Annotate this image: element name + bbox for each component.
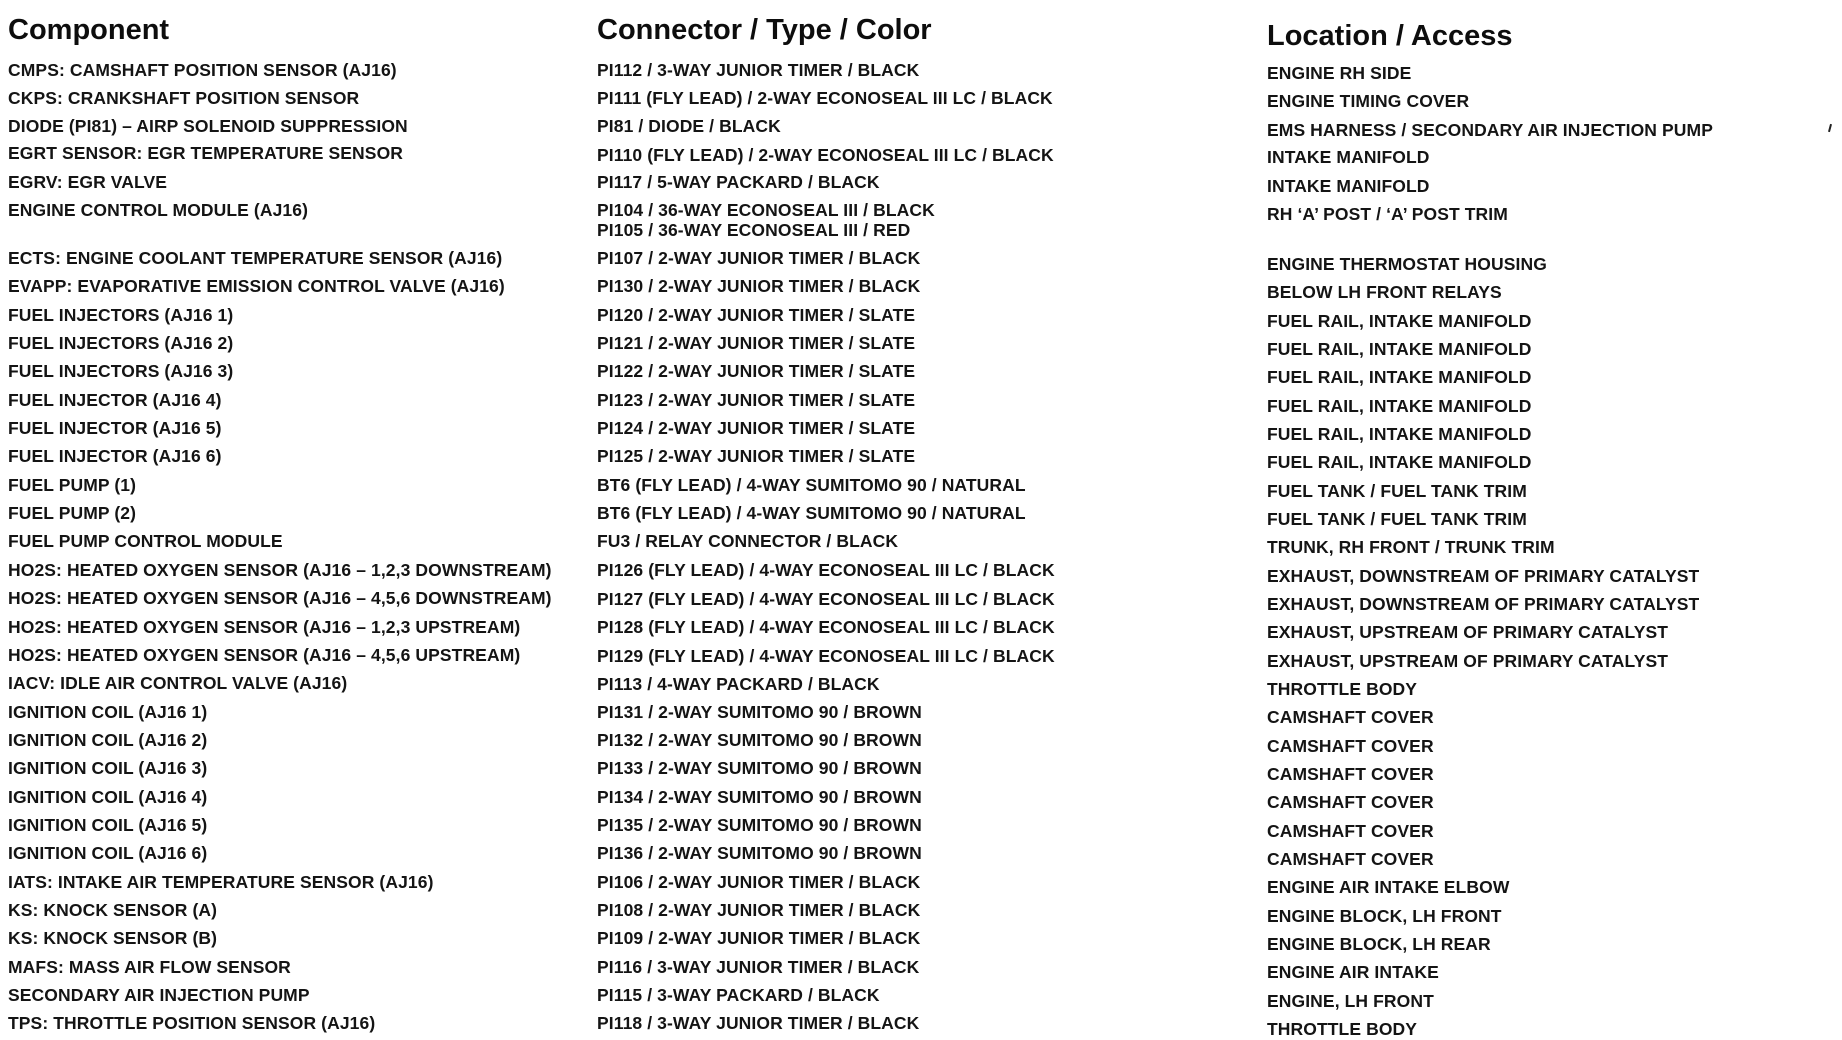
connector-line: FU3 / RELAY CONNECTOR / BLACK: [597, 531, 899, 551]
component-row: TPS: THROTTLE POSITION SENSOR (AJ16): [8, 1013, 376, 1033]
location-row: TRUNK, RH FRONT / TRUNK TRIM: [1267, 537, 1555, 557]
connector-line: PI110 (FLY LEAD) / 2-WAY ECONOSEAL III LC / BLACK: [597, 145, 1054, 165]
connector-row: [597, 503, 1026, 523]
connector-line: PI120 / 2-WAY JUNIOR TIMER / SLATE: [597, 305, 916, 325]
location-row: INTAKE MANIFOLD: [1267, 147, 1430, 167]
location-row: FUEL TANK / FUEL TANK TRIM: [1267, 481, 1527, 501]
location-row: ENGINE TIMING COVER: [1267, 91, 1470, 111]
component-row: IGNITION COIL (AJ16 4): [8, 787, 208, 807]
connector-line: PI113 / 4-WAY PACKARD / BLACK: [597, 674, 880, 694]
connector-line: PI121 / 2-WAY JUNIOR TIMER / SLATE: [597, 333, 916, 353]
location-row: EXHAUST, DOWNSTREAM OF PRIMARY CATALYST: [1267, 594, 1700, 614]
connector-row: [597, 200, 935, 240]
connector-line: PI123 / 2-WAY JUNIOR TIMER / SLATE: [597, 390, 916, 410]
connector-row: [597, 730, 922, 750]
location-row: FUEL RAIL, INTAKE MANIFOLD: [1267, 396, 1532, 416]
location-row: RH ‘A’ POST / ‘A’ POST TRIM: [1267, 204, 1508, 224]
component-row: FUEL INJECTOR (AJ16 6): [8, 446, 222, 466]
connector-row: [597, 333, 915, 353]
connector-line: PI112 / 3-WAY JUNIOR TIMER / BLACK: [597, 60, 920, 80]
component-header: Component: [8, 14, 170, 46]
component-row: IACV: IDLE AIR CONTROL VALVE (AJ16): [8, 673, 348, 693]
connector-row: [597, 815, 922, 835]
connector-line: PI132 / 2-WAY SUMITOMO 90 / BROWN: [597, 730, 922, 750]
location-row: ENGINE, LH FRONT: [1267, 991, 1434, 1011]
connector-row: [597, 531, 898, 551]
component-row: FUEL INJECTORS (AJ16 2): [8, 333, 234, 353]
connector-row: [597, 702, 922, 722]
connector-line: PI128 (FLY LEAD) / 4-WAY ECONOSEAL III LC / BLACK: [597, 617, 1055, 637]
location-row: THROTTLE BODY: [1267, 1019, 1418, 1039]
component-row: IGNITION COIL (AJ16 6): [8, 843, 208, 863]
location-row: CAMSHAFT COVER: [1267, 849, 1434, 869]
component-row: HO2S: HEATED OXYGEN SENSOR (AJ16 – 4,5,6 UPSTREAM): [8, 645, 521, 665]
connector-line: PI133 / 2-WAY SUMITOMO 90 / BROWN: [597, 758, 922, 778]
component-row: FUEL INJECTORS (AJ16 1): [8, 305, 234, 325]
location-row: FUEL RAIL, INTAKE MANIFOLD: [1267, 339, 1532, 359]
location-row: FUEL RAIL, INTAKE MANIFOLD: [1267, 452, 1532, 472]
connector-row: [597, 305, 915, 325]
connector-line: PI136 / 2-WAY SUMITOMO 90 / BROWN: [597, 843, 922, 863]
component-row: IGNITION COIL (AJ16 1): [8, 702, 208, 722]
connector-line: PI104 / 36-WAY ECONOSEAL III / BLACK: [597, 200, 935, 220]
connector-row: [597, 957, 919, 977]
connector-line: PI125 / 2-WAY JUNIOR TIMER / SLATE: [597, 446, 916, 466]
component-row: IATS: INTAKE AIR TEMPERATURE SENSOR (AJ16): [8, 872, 434, 892]
connector-row: [597, 361, 915, 381]
connector-row: [597, 60, 919, 80]
connector-row: [597, 88, 1053, 108]
connector-row: [597, 1013, 919, 1033]
component-row: ENGINE CONTROL MODULE (AJ16): [8, 200, 309, 220]
location-row: BELOW LH FRONT RELAYS: [1267, 282, 1502, 302]
location-row: CAMSHAFT COVER: [1267, 764, 1434, 784]
connector-line: PI107 / 2-WAY JUNIOR TIMER / BLACK: [597, 248, 921, 268]
component-row: FUEL PUMP (2): [8, 503, 137, 523]
component-row: FUEL INJECTOR (AJ16 5): [8, 418, 222, 438]
location-row: EXHAUST, UPSTREAM OF PRIMARY CATALYST: [1267, 651, 1669, 671]
connector-line: PI106 / 2-WAY JUNIOR TIMER / BLACK: [597, 872, 921, 892]
connector-header: Connector / Type / Color: [597, 14, 932, 46]
connector-row: [597, 646, 1055, 666]
connector-line: PI115 / 3-WAY PACKARD / BLACK: [597, 985, 880, 1005]
connector-line: PI116 / 3-WAY JUNIOR TIMER / BLACK: [597, 957, 920, 977]
connector-line: BT6 (FLY LEAD) / 4-WAY SUMITOMO 90 / NATURAL: [597, 503, 1026, 523]
location-row: EXHAUST, DOWNSTREAM OF PRIMARY CATALYST: [1267, 566, 1700, 586]
location-row: CAMSHAFT COVER: [1267, 707, 1434, 727]
connector-row: [597, 172, 880, 192]
connector-line: PI117 / 5-WAY PACKARD / BLACK: [597, 172, 880, 192]
location-row: ENGINE RH SIDE: [1267, 63, 1412, 83]
component-row: HO2S: HEATED OXYGEN SENSOR (AJ16 – 1,2,3 UPSTREAM): [8, 617, 521, 637]
connector-row: [597, 900, 920, 920]
location-row: ENGINE THERMOSTAT HOUSING: [1267, 254, 1547, 274]
connector-row: [597, 674, 880, 694]
location-row: INTAKE MANIFOLD: [1267, 176, 1430, 196]
connector-line: PI105 / 36-WAY ECONOSEAL III / RED: [597, 220, 911, 240]
connector-row: [597, 248, 920, 268]
connector-line: PI129 (FLY LEAD) / 4-WAY ECONOSEAL III LC / BLACK: [597, 646, 1055, 666]
connector-row: [597, 787, 922, 807]
connector-row: [597, 758, 922, 778]
component-row: HO2S: HEATED OXYGEN SENSOR (AJ16 – 1,2,3 DOWNSTREAM): [8, 560, 552, 580]
scan-speck: [1828, 124, 1832, 132]
connector-line: PI118 / 3-WAY JUNIOR TIMER / BLACK: [597, 1013, 920, 1033]
connector-line: PI130 / 2-WAY JUNIOR TIMER / BLACK: [597, 276, 921, 296]
location-row: CAMSHAFT COVER: [1267, 736, 1434, 756]
component-row: MAFS: MASS AIR FLOW SENSOR: [8, 957, 291, 977]
connector-line: BT6 (FLY LEAD) / 4-WAY SUMITOMO 90 / NATURAL: [597, 475, 1026, 495]
connector-line: PI131 / 2-WAY SUMITOMO 90 / BROWN: [597, 702, 922, 722]
location-row: ENGINE BLOCK, LH REAR: [1267, 934, 1491, 954]
location-row: FUEL RAIL, INTAKE MANIFOLD: [1267, 311, 1532, 331]
component-row: EVAPP: EVAPORATIVE EMISSION CONTROL VALVE (AJ16): [8, 276, 505, 296]
connector-line: PI108 / 2-WAY JUNIOR TIMER / BLACK: [597, 900, 921, 920]
location-row: ENGINE BLOCK, LH FRONT: [1267, 906, 1502, 926]
connector-line: PI126 (FLY LEAD) / 4-WAY ECONOSEAL III LC / BLACK: [597, 560, 1055, 580]
connector-row: [597, 116, 781, 136]
connector-line: PI127 (FLY LEAD) / 4-WAY ECONOSEAL III LC / BLACK: [597, 589, 1055, 609]
connector-row: [597, 589, 1055, 609]
connector-row: [597, 928, 920, 948]
component-row: EGRV: EGR VALVE: [8, 172, 168, 192]
connector-row: [597, 617, 1055, 637]
component-row: FUEL PUMP (1): [8, 475, 137, 495]
location-header: Location / Access: [1267, 20, 1513, 52]
connector-row: [597, 145, 1054, 165]
location-row: FUEL RAIL, INTAKE MANIFOLD: [1267, 424, 1532, 444]
connector-row: [597, 390, 915, 410]
location-row: CAMSHAFT COVER: [1267, 792, 1434, 812]
location-row: FUEL RAIL, INTAKE MANIFOLD: [1267, 367, 1532, 387]
connector-row: [597, 560, 1055, 580]
connector-row: [597, 872, 920, 892]
connector-line: PI134 / 2-WAY SUMITOMO 90 / BROWN: [597, 787, 922, 807]
connector-line: PI109 / 2-WAY JUNIOR TIMER / BLACK: [597, 928, 921, 948]
connector-line: PI111 (FLY LEAD) / 2-WAY ECONOSEAL III LC / BLACK: [597, 88, 1053, 108]
component-row: FUEL INJECTORS (AJ16 3): [8, 361, 234, 381]
component-row: CKPS: CRANKSHAFT POSITION SENSOR: [8, 88, 360, 108]
component-row: EGRT SENSOR: EGR TEMPERATURE SENSOR: [8, 143, 404, 163]
connector-row: [597, 418, 915, 438]
location-row: EMS HARNESS / SECONDARY AIR INJECTION PUMP: [1267, 120, 1713, 140]
component-row: HO2S: HEATED OXYGEN SENSOR (AJ16 – 4,5,6 DOWNSTREAM): [8, 588, 552, 608]
component-row: CMPS: CAMSHAFT POSITION SENSOR (AJ16): [8, 60, 397, 80]
location-row: ENGINE AIR INTAKE ELBOW: [1267, 877, 1510, 897]
connector-row: [597, 276, 920, 296]
connector-line: PI81 / DIODE / BLACK: [597, 116, 781, 136]
location-row: EXHAUST, UPSTREAM OF PRIMARY CATALYST: [1267, 622, 1669, 642]
connector-row: [597, 475, 1026, 495]
location-row: ENGINE AIR INTAKE: [1267, 962, 1439, 982]
component-row: IGNITION COIL (AJ16 3): [8, 758, 208, 778]
connector-row: [597, 985, 880, 1005]
connector-line: PI135 / 2-WAY SUMITOMO 90 / BROWN: [597, 815, 922, 835]
location-row: FUEL TANK / FUEL TANK TRIM: [1267, 509, 1527, 529]
component-row: KS: KNOCK SENSOR (B): [8, 928, 218, 948]
connector-row: [597, 446, 915, 466]
component-row: KS: KNOCK SENSOR (A): [8, 900, 218, 920]
connector-line: PI124 / 2-WAY JUNIOR TIMER / SLATE: [597, 418, 916, 438]
connector-line: PI122 / 2-WAY JUNIOR TIMER / SLATE: [597, 361, 916, 381]
location-row: THROTTLE BODY: [1267, 679, 1418, 699]
component-row: FUEL INJECTOR (AJ16 4): [8, 390, 222, 410]
component-row: IGNITION COIL (AJ16 5): [8, 815, 208, 835]
component-row: ECTS: ENGINE COOLANT TEMPERATURE SENSOR (AJ16): [8, 248, 503, 268]
component-row: SECONDARY AIR INJECTION PUMP: [8, 985, 310, 1005]
location-row: CAMSHAFT COVER: [1267, 821, 1434, 841]
connector-row: [597, 843, 922, 863]
component-row: FUEL PUMP CONTROL MODULE: [8, 531, 283, 551]
component-row: DIODE (PI81) – AIRP SOLENOID SUPPRESSION: [8, 116, 408, 136]
component-row: IGNITION COIL (AJ16 2): [8, 730, 208, 750]
